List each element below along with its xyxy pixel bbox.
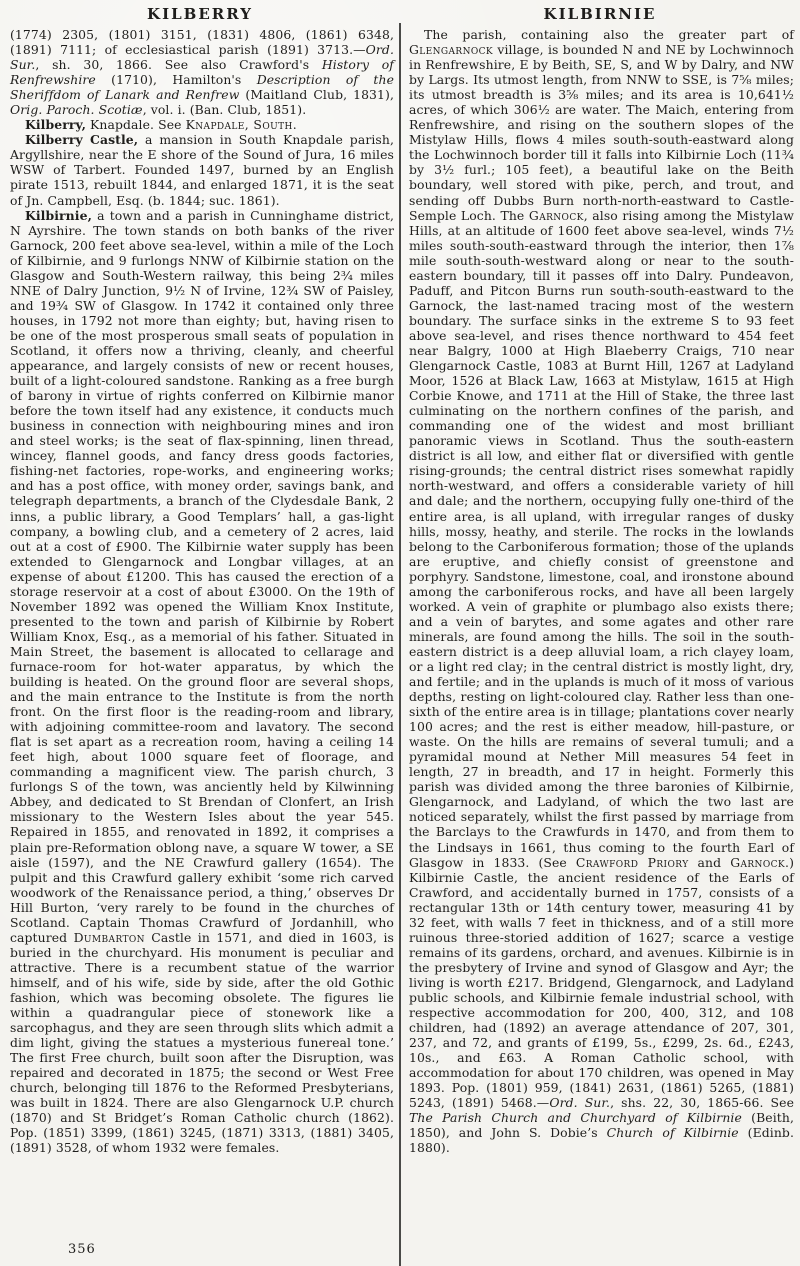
right-running-head: KILBIRNIE: [543, 5, 657, 23]
paragraph: (1774) 2305, (1801) 3151, (1831) 4806, (1861) 6348, (1891) 7111; of ecclesiastical parish (1891) 3713.—Ord. Sur., sh. 30, 1866. See also Crawford's History of Renfrewshire (1710), Hamilton's Description of the Sheriffdom of Lanark and Renfrew (Maitland Club, 1831), Orig. Paroch. Scotiæ, vol. i. (Ban. Club, 1851).: [10, 27, 395, 118]
page-number: 356: [68, 1242, 96, 1257]
paragraph: Kilbirnie, a town and a parish in Cunninghame district, N Ayrshire. The town stands on both banks of the river Garnock, 200 feet above sea-level, within a mile of the Loch of Kilbirnie, and 9 furlongs NNW of Kilbirnie station on the Glasgow and South-Western railway, this being 2¾ miles NNE of Dalry Junction, 9½ N of Irvine, 12¾ SW of Paisley, and 19¾ SW of Glasgow. In 1742 it contained only three houses, in 1792 not more than eighty; but, having risen to be one of the most prosperous small seats of population in Scotland, it offers now a thriving, cleanly, and cheerful appearance, and largely consists of new or recent houses, built of a light-coloured sandstone. Ranking as a free burgh of barony in virtue of rights conferred on Kilbirnie manor before the town itself had any existence, it conducts much business in connection with neighbouring mines and iron and steel works; is the seat of flax-spinning, linen thread, wincey, flannel goods, and fancy dress goods factories, fishing-net factories, rope-works, and engineering works; and has a post office, with money order, savings bank, and telegraph departments, a branch of the Clydesdale Bank, 2 inns, a public library, a Good Templars’ hall, a gas-light company, a bowling club, and a cemetery of 2 acres, laid out at a cost of £900. The Kilbirnie water supply has been extended to Glengarnock and Longbar villages, at an expense of about £1200. This has caused the erection of a storage reservoir at a cost of about £3000. On the 19th of November 1892 was opened the William Knox Institute, presented to the town and parish of Kilbirnie by Robert William Knox, Esq., as a memorial of his father. Situated in Main Street, the basement is allocated to cellarage and furnace-room for hot-water apparatus, by which the building is heated. On the ground floor are several shops, and the main entrance to the Institute is from the north front. On the first floor is the reading-room and library, with adjoining committee-room and lavatory. The second flat is set apart as a recreation room, having a ceiling 14 feet high, about 1000 square feet of floorage, and commanding a magnificent view. The parish church, 3 furlongs S of the town, was anciently held by Kilwinning Abbey, and dedicated to St Brendan of Clonfert, an Irish missionary to the Western Isles about the year 545. Repaired in 1855, and renovated in 1892, it comprises a plain pre-Reformation oblong nave, a square W tower, a SE aisle (1597), and the NE Crawfurd gallery (1654). The pulpit and this Crawfurd gallery exhibit ‘some rich carved woodwork of the Renaissance period, a thing,’ observes Dr Hill Burton, ‘very rarely to be found in the churches of Scotland. Captain Thomas Crawfurd of Jordanhill, who captured Dumbarton Castle in 1571, and died in 1603, is buried in the churchyard. His monument is peculiar and attractive. There is a recumbent statue of the warrior himself, and of his wife, side by side, after the old Gothic fashion, which was becoming obsolete. The figures lie within a quadrangular piece of stonework like a sarcophagus, and they are seen through slits which admit a dim light, giving the statues a mysterious funereal tone.’ The first Free church, built soon after the Disruption, was repaired and decorated in 1875; the second or West Free church, belonging till 1876 to the Reformed Presbyterians, was built in 1824. There are also Glengarnock U.P. church (1870) and St Bridget’s Roman Catholic church (1862). Pop. (1851) 3399, (1861) 3245, (1871) 3313, (1881) 3405, (1891) 3528, of whom 1932 were females.: [10, 207, 394, 1156]
paragraph: Kilberry, Knapdale. See Knapdale, South.: [25, 117, 297, 133]
left-running-head: KILBERRY: [147, 5, 253, 23]
left-text-column: [10, 27, 394, 1156]
column-divider-rule: [399, 23, 401, 1266]
paragraph: Kilberry Castle, a mansion in South Knapdale parish, Argyllshire, near the E shore of the Sound of Jura, 16 miles WSW of Tarbert. Founded 1497, burned by an English pirate 1513, rebuilt 1844, and enlarged 1871, it is the seat of Jn. Campbell, Esq. (b. 1844; suc. 1861).: [10, 132, 394, 208]
right-text-column: [409, 27, 794, 1156]
paragraph: The parish, containing also the greater part of Glengarnock village, is bounded N and NE by Lochwinnoch in Renfrewshire, E by Beith, SE, S, and W by Dalry, and NW by Largs. Its utmost length, from NNW to SSE, is 7⅝ miles; its utmost breadth is 3⅝ miles; and its area is 10,641½ acres, of which 306½ are water. The Maich, entering from Renfrewshire, and rising on the southern slopes of the Mistylaw Hills, flows 4 miles south-south-eastward along the Lochwinnoch border till it falls into Kilbirnie Loch (11¾ by 3½ furl.; 105 feet), a beautiful lake on the Beith boundary, well stored with pike, perch, and trout, and sending off Dubbs Burn north-north-eastward to Castle-Semple Loch. The Garnock, also rising among the Mistylaw Hills, at an altitude of 1600 feet above sea-level, winds 7½ miles south-south-eastward through the interior, then 1⅞ mile south-south-westward along or near to the south-eastern boundary, till it passes off into Dalry. Pundeavon, Paduff, and Pitcon Burns run south-south-eastward to the Garnock, the last-named tracing most of the western boundary. The surface sinks in the extreme S to 93 feet above sea-level, and rises thence northward to 454 feet near Balgry, 1000 at High Blaeberry Craigs, 710 near Glengarnock Castle, 1083 at Burnt Hill, 1267 at Ladyland Moor, 1526 at Black Law, 1663 at Mistylaw, 1615 at High Corbie Knowe, and 1711 at the Hill of Stake, the three last culminating on the northern confines of the parish, and commanding one of the widest and most brilliant panoramic views in Scotland. Thus the south-eastern district is all low, and either flat or diversified with gentle rising-grounds; the central district rises somewhat rapidly north-westward, and offers a considerable variety of hill and dale; and the northern, occupying fully one-third of the entire area, is all upland, with irregular ranges of dusky hills, mossy, heathy, and sterile. The rocks in the lowlands belong to the Carboniferous formation; those of the uplands are eruptive, and chiefly consist of greenstone and porphyry. Sandstone, limestone, coal, and ironstone abound among the carboniferous rocks, and have all been largely worked. A vein of graphite or plumbago also exists there; and a vein of barytes, and some agates and other rare minerals, are found among the hills. The soil in the south-eastern district is a deep alluvial loam, a rich clayey loam, or a light red clay; in the central district is mostly light, dry, and fertile; and in the uplands is much of it moss of various depths, resting on light-coloured clay. Rather less than one-sixth of the entire area is in tillage; plantations cover nearly 100 acres; and the rest is either meadow, hill-pasture, or waste. On the hills are remains of several tumuli; and a pyramidal mound at Nether Mill measures 54 feet in length, 27 in breadth, and 17 in height. Formerly this parish was divided among the three baronies of Kilbirnie, Glengarnock, and Ladyland, of which the two last are noticed separately, whilst the first passed by marriage from the Barclays to the Crawfurds in 1470, and from them to the Lindsays in 1661, thus coming to the fourth Earl of Glasgow in 1833. (See Crawford Priory and Garnock.) Kilbirnie Castle, the ancient residence of the Earls of Crawford, and accidentally burned in 1757, consists of a rectangular 13th or 14th century tower, measuring 41 by 32 feet, with walls 7 feet in thickness, and of a still more ruinous three-storied addition of 1627; scarce a vestige remains of its gardens, orchard, and avenues. Kilbirnie is in the presbytery of Irvine and synod of Glasgow and Ayr; the living is worth £217. Bridgend, Glengarnock, and Ladyland public schools, and Kilbirnie female industrial school, with respective accommodation for 200, 400, 312, and 108 children, had (1892) an average attendance of 207, 301, 237, and 72, and grants of £199, 5s., £299, 2s. 6d., £243, 10s., and £63. A Roman Catholic school, with accommodation for about 170 children, was opened in May 1893. Pop. (1801) 959, (1841) 2631, (1861) 5265, (1881) 5243, (1891) 5468.—Ord. Sur., shs. 22, 30, 1865-66. See The Parish Church and Churchyard of Kilbirnie (Beith, 1850), and John S. Dobie’s Church of Kilbirnie (Edinb. 1880).: [409, 27, 795, 1156]
running-heads: [0, 5, 800, 23]
